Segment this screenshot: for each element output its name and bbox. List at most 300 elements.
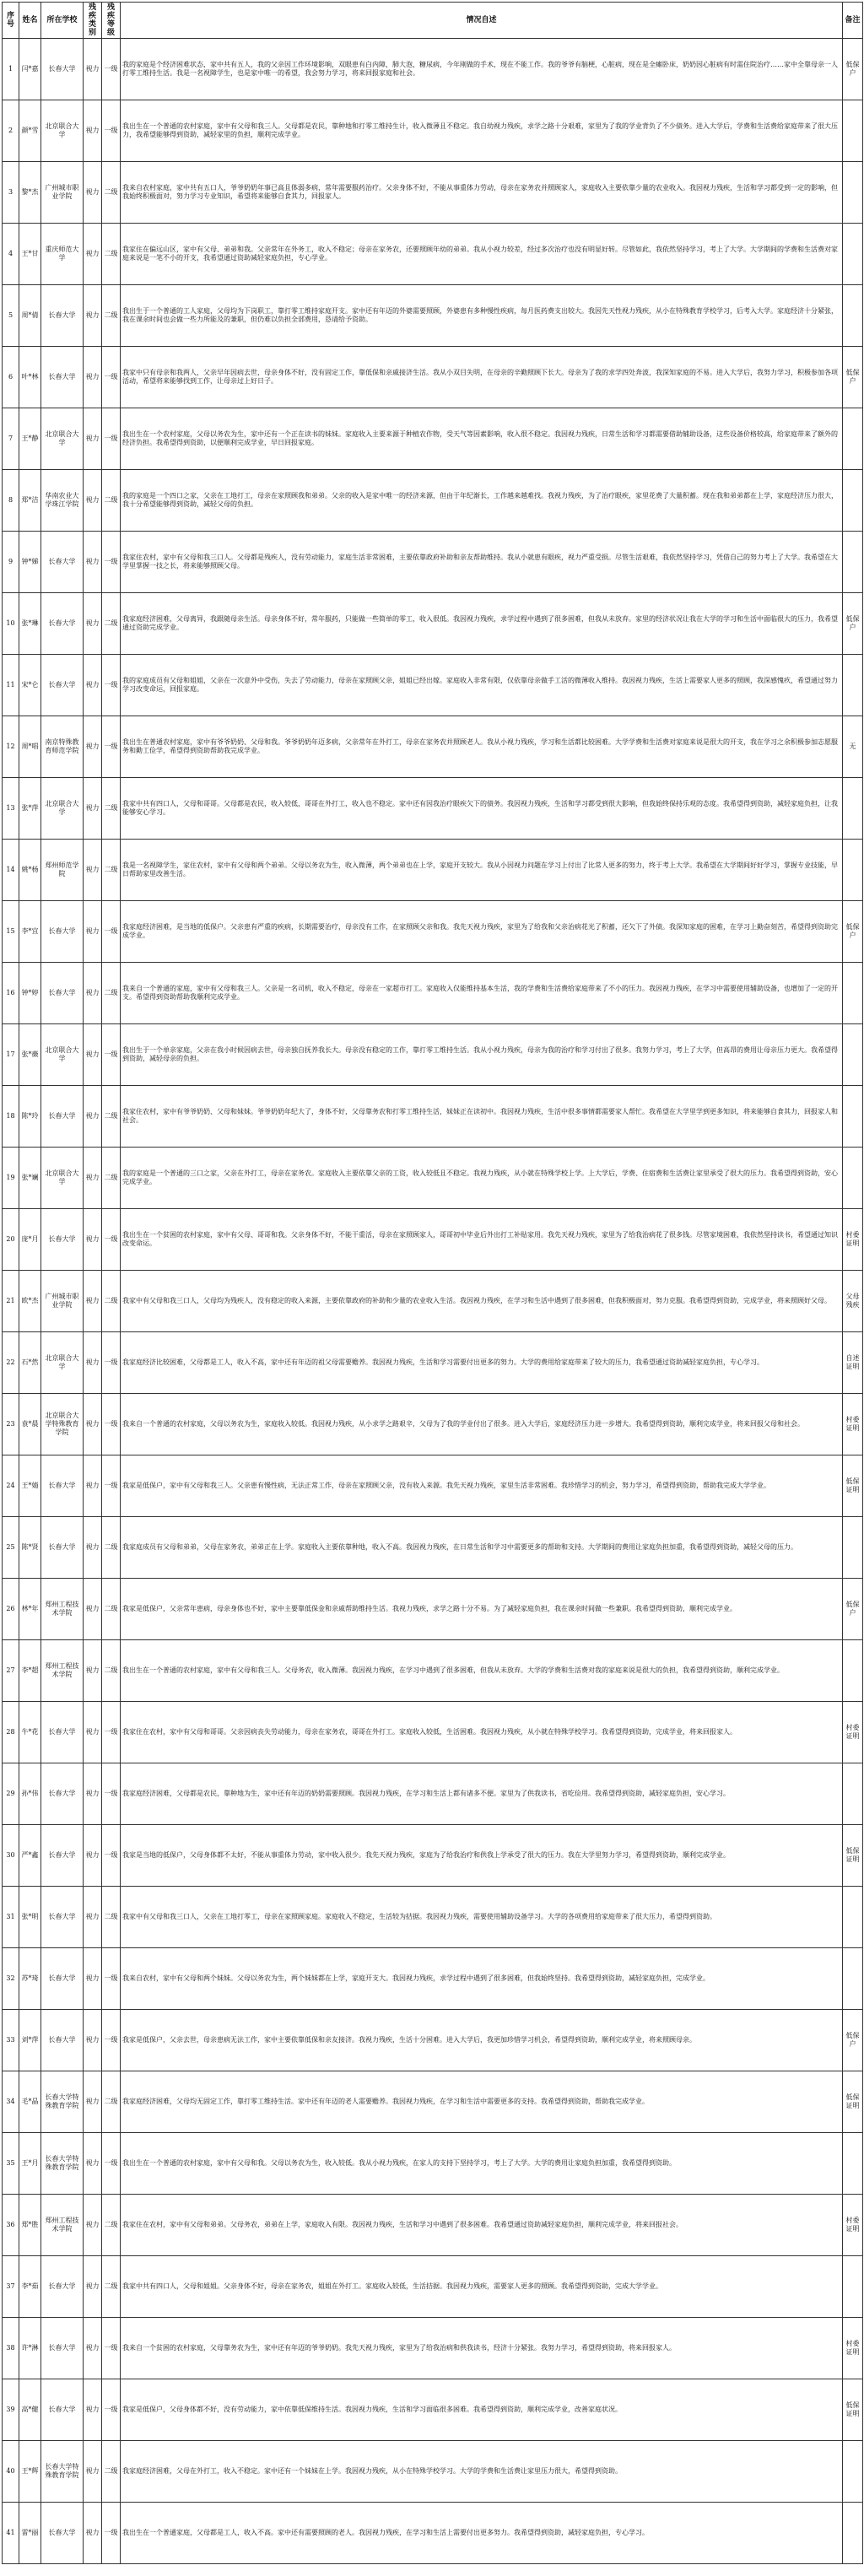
row-disability: 视力 — [84, 1517, 102, 1579]
row-school: 北京联合大学 — [41, 778, 84, 840]
row-no: 27 — [3, 1640, 19, 1702]
row-no: 40 — [3, 2441, 19, 2503]
row-school: 长春大学特殊教育学院 — [41, 2133, 84, 2195]
row-situation: 我家是低保户，父亲去世，母亲患病无法工作，家中主要依靠低保和亲友接济。我视力残疾，生活十分困难。进入大学后，我更加珍惜学习机会，希望得到资助，顺利完成学业，将来照顾母亲。 — [121, 2010, 843, 2071]
table-row — [3, 963, 863, 1024]
row-school: 北京联合大学 — [41, 1332, 84, 1394]
row-school: 北京联合大学 — [41, 100, 84, 162]
row-situation: 我来自农村，家中有父母和两个妹妹。父母以务农为生，两个妹妹都在上学，家庭开支大。我因视力残疾，求学过程中遇到了很多困难，但我始终坚持。我希望得到资助，减轻家庭负担，完成学业。 — [121, 1948, 843, 2010]
row-disability: 视力 — [84, 593, 102, 655]
row-situation: 我出生在一个普通的农村家庭，家中有父母和我三人。父母都是农民，靠种地和打零工维持生计，收入微薄且不稳定。我自幼视力残疾，求学之路十分艰难，家里为了我的学业背负了不少债务。进入大学后，学费和生活费给家庭带来了很大压力，我希望能够得到资助，减轻家里的负担，顺利完成学业。 — [121, 100, 843, 162]
row-grade: 一级 — [102, 1763, 121, 1825]
row-situation: 我家住在农村，家中有父母和弟弟。父母务农，弟弟在上学，家庭收入有限。我因视力残疾，生活和学习中遇到了很多困难。我希望通过资助减轻家庭负担，顺利完成学业，将来回报社会。 — [121, 2195, 843, 2256]
row-grade: 一级 — [102, 901, 121, 963]
row-note — [843, 1086, 863, 1148]
row-disability: 视力 — [84, 224, 102, 285]
row-disability: 视力 — [84, 2379, 102, 2441]
row-note: 低保户 — [843, 39, 863, 100]
row-school: 长春大学特殊教育学院 — [41, 2441, 84, 2503]
row-note — [843, 1763, 863, 1825]
row-situation: 我家庭经济困难，父母均无固定工作，靠打零工维持生活。家中还有年迈的老人需要赡养。我因视力残疾，在学习和生活中需要更多的支持。我希望得到资助，帮助我完成学业。 — [121, 2071, 843, 2133]
row-disability: 视力 — [84, 408, 102, 470]
row-no: 13 — [3, 778, 19, 840]
table-body — [3, 39, 863, 2564]
row-grade: 二级 — [102, 1148, 121, 1209]
table-row — [3, 285, 863, 347]
row-situation: 我出生于一个普通的工人家庭，父母均为下岗职工，靠打零工维持家庭开支。家中还有年迈的外婆需要照顾，外婆患有多种慢性疾病，每月医药费支出较大。我因先天性视力残疾，从小在特殊教育学校学习，后考入大学。家庭经济十分紧张，我在课余时间也会做一些力所能及的兼职，但仍难以负担全部费用，恳请给予资助。 — [121, 285, 843, 347]
row-disability: 视力 — [84, 100, 102, 162]
row-note — [843, 1948, 863, 2010]
row-situation: 我家庭成员有父母和弟弟，父母在家务农，弟弟正在上学。家庭收入主要依靠种地，收入不高。我因视力残疾，在日常生活和学习中需要更多的帮助和支持。大学期间的费用让家庭负担加重，我希望得到资助，减轻父母的压力。 — [121, 1517, 843, 1579]
row-disability: 视力 — [84, 532, 102, 593]
row-situation: 我出生于一个单亲家庭，父亲在我小时候因病去世，母亲独自抚养我长大。母亲没有稳定的工作，靠打零工维持生活。我从小视力残疾，母亲为我的治疗和学习付出了很多。我努力学习，考上了大学，但高昂的费用让母亲压力更大。我希望得到资助，减轻母亲的负担。 — [121, 1024, 843, 1086]
row-situation: 我是一名视障学生，家住农村，家中有父母和两个弟弟。父母以务农为生，收入微薄，两个弟弟也在上学，家庭开支较大。我从小因视力问题在学习上付出了比常人更多的努力，终于考上大学。我希望在大学期间好好学习，掌握专业技能，早日帮助家里改善生活。 — [121, 840, 843, 901]
row-situation: 我家中共有四口人，父母和哥哥。父母都是农民，收入较低，哥哥在外打工，收入也不稳定。家中还有因我治疗眼疾欠下的债务。我因视力残疾，生活和学习都受到很大影响，但我始终保持乐观的态度。我希望得到资助，减轻家庭负担，让我能够安心学习。 — [121, 778, 843, 840]
header-school: 所在学校 — [41, 3, 84, 39]
row-school: 重庆师范大学 — [41, 224, 84, 285]
row-grade: 二级 — [102, 1517, 121, 1579]
row-name: 许*淋 — [19, 2318, 41, 2379]
row-situation: 我家是低保户，家中有父母和我三人。父亲患有慢性病，无法正常工作，母亲在家照顾父亲，没有收入来源。我先天视力残疾，家里生活非常困难。我珍惜学习的机会，努力学习，希望得到资助，帮助我完成大学学业。 — [121, 1455, 843, 1517]
row-situation: 我家庭经济困难，父母都是农民，靠种地为生，家中还有年迈的奶奶需要照顾。我因视力残疾，在学习和生活上都有诸多不便。家里为了供我读书，省吃俭用。我希望得到资助，减轻家庭负担，安心学习。 — [121, 1763, 843, 1825]
row-grade: 二级 — [102, 2195, 121, 2256]
table-row — [3, 2318, 863, 2379]
row-school: 长春大学 — [41, 655, 84, 716]
row-no: 31 — [3, 1887, 19, 1948]
table-row — [3, 1455, 863, 1517]
row-school: 郑州工程技术学院 — [41, 1640, 84, 1702]
row-situation: 我家住农村，家中有父母和我三口人。父母都是残疾人，没有劳动能力，家庭生活非常困难，主要依靠政府补助和亲友帮助维持。我从小就患有眼疾，视力严重受损。尽管生活艰难，我依然坚持学习，凭借自己的努力考上了大学。我希望在大学里掌握一技之长，将来能够照顾父母。 — [121, 532, 843, 593]
row-school: 长春大学特殊教育学院 — [41, 2071, 84, 2133]
row-situation: 我的家庭是一个普通的三口之家，父亲在外打工，母亲在家务农。家庭收入主要依靠父亲的工资，收入较低且不稳定。我视力残疾，从小就在特殊学校上学。上大学后，学费、住宿费和生活费让家里承受了很大的压力。我希望得到资助，安心完成学业。 — [121, 1148, 843, 1209]
row-grade: 一级 — [102, 2133, 121, 2195]
table-row — [3, 778, 863, 840]
row-name: 苏*琦 — [19, 1948, 41, 2010]
row-disability: 视力 — [84, 1579, 102, 1640]
row-no: 39 — [3, 2379, 19, 2441]
row-disability: 视力 — [84, 655, 102, 716]
row-school: 北京联合大学 — [41, 1148, 84, 1209]
row-no: 9 — [3, 532, 19, 593]
row-name: 刘*萍 — [19, 2010, 41, 2071]
row-note: 低保户 — [843, 1579, 863, 1640]
row-name: 王*静 — [19, 408, 41, 470]
row-name: 李*超 — [19, 1640, 41, 1702]
student-table — [2, 2, 863, 2564]
row-situation: 我来自农村家庭，家中共有五口人，爷爷奶奶年事已高且体弱多病，常年需要服药治疗。父亲身体不好，不能从事重体力劳动，母亲在家务农并照顾家人，家庭收入主要依靠少量的农业收入。我因视力残疾，生活和学习都受到一定的影响，但我始终积极面对，努力学习专业知识，希望将来能够自食其力，回报家人。 — [121, 162, 843, 224]
row-no: 23 — [3, 1394, 19, 1455]
row-note: 低保证明 — [843, 1455, 863, 1517]
row-name: 张*明 — [19, 1887, 41, 1948]
row-note — [843, 2503, 863, 2564]
table-row — [3, 224, 863, 285]
table-row — [3, 1271, 863, 1332]
row-disability: 视力 — [84, 901, 102, 963]
header-no: 序号 — [3, 3, 19, 39]
row-no: 34 — [3, 2071, 19, 2133]
row-note: 无 — [843, 716, 863, 778]
table-row — [3, 2441, 863, 2503]
row-situation: 我家住农村，家中有爷爷奶奶、父母和妹妹。爷爷奶奶年纪大了，身体不好，父母靠务农和打零工维持生活，妹妹正在读初中。我因视力残疾，生活中很多事情都需要家人帮忙。我希望在大学里学到更多知识，将来能够自食其力，回报家人和社会。 — [121, 1086, 843, 1148]
row-note — [843, 470, 863, 532]
row-note — [843, 1640, 863, 1702]
row-no: 41 — [3, 2503, 19, 2564]
row-disability: 视力 — [84, 1394, 102, 1455]
row-grade: 二级 — [102, 224, 121, 285]
table-row — [3, 1887, 863, 1948]
row-disability: 视力 — [84, 1148, 102, 1209]
row-no: 6 — [3, 347, 19, 408]
row-note — [843, 1887, 863, 1948]
row-school: 长春大学 — [41, 532, 84, 593]
row-grade: 一级 — [102, 1209, 121, 1271]
row-note — [843, 2441, 863, 2503]
row-no: 35 — [3, 2133, 19, 2195]
row-disability: 视力 — [84, 1024, 102, 1086]
table-row — [3, 1702, 863, 1763]
row-grade: 一级 — [102, 1024, 121, 1086]
row-school: 长春大学 — [41, 1763, 84, 1825]
row-situation: 我出生在一个普通的农村家庭，家中有父母和我三人。父母务农，收入微薄。我因视力残疾，在学习中遇到了很多困难，但我从未放弃。大学的学费和生活费对我的家庭来说是很大的负担，我希望得到资助，顺利完成学业。 — [121, 1640, 843, 1702]
row-school: 华南农业大学珠江学院 — [41, 470, 84, 532]
table-row — [3, 2503, 863, 2564]
row-school: 长春大学 — [41, 963, 84, 1024]
row-situation: 我家中有父母和我三口人，父亲在工地打零工，母亲在家照顾家庭。家庭收入不稳定，生活较为拮据。我因视力残疾，需要使用辅助设备学习。大学的各项费用给家庭带来了很大压力，希望得到资助。 — [121, 1887, 843, 1948]
row-note — [843, 1148, 863, 1209]
row-note — [843, 408, 863, 470]
row-no: 20 — [3, 1209, 19, 1271]
row-no: 16 — [3, 963, 19, 1024]
row-no: 29 — [3, 1763, 19, 1825]
table-row — [3, 408, 863, 470]
row-grade: 二级 — [102, 593, 121, 655]
row-name: 严*鑫 — [19, 1825, 41, 1887]
row-name: 李*宜 — [19, 901, 41, 963]
row-name: 宋*仑 — [19, 655, 41, 716]
row-grade: 一级 — [102, 2318, 121, 2379]
row-school: 长春大学 — [41, 285, 84, 347]
row-school: 北京联合大学 — [41, 1024, 84, 1086]
row-note: 低保户 — [843, 901, 863, 963]
row-grade: 一级 — [102, 2503, 121, 2564]
row-note: 自述证明 — [843, 1332, 863, 1394]
row-note: 村委证明 — [843, 1394, 863, 1455]
row-name: 周*倩 — [19, 285, 41, 347]
row-note: 村委证明 — [843, 2195, 863, 2256]
row-school: 长春大学 — [41, 1825, 84, 1887]
row-disability: 视力 — [84, 1271, 102, 1332]
table-row — [3, 716, 863, 778]
row-name: 王*婧 — [19, 1455, 41, 1517]
row-name: 雷*丽 — [19, 2503, 41, 2564]
row-disability: 视力 — [84, 2256, 102, 2318]
row-note — [843, 532, 863, 593]
row-situation: 我出生在普通农村家庭，家中有爷爷奶奶、父母和我。爷爷奶奶年迈多病，父亲常年在外打工，母亲在家务农并照顾老人。我从小视力残疾，学习和生活都比较困难。大学学费和生活费对家庭来说是很大的开支，我在学习之余积极参加志愿服务和勤工俭学，希望得到资助帮助我完成学业。 — [121, 716, 843, 778]
row-school: 长春大学 — [41, 1517, 84, 1579]
table-row — [3, 162, 863, 224]
row-situation: 我来自一个贫困的农村家庭，父母靠务农为生，家中还有年迈的爷爷奶奶。我先天视力残疾，家里为了给我治病和供我读书，经济十分紧张。我努力学习，希望得到资助，将来回报家人。 — [121, 2318, 843, 2379]
row-grade: 一级 — [102, 1948, 121, 2010]
row-name: 林*年 — [19, 1579, 41, 1640]
table-row — [3, 1086, 863, 1148]
table-row — [3, 470, 863, 532]
row-note: 低保证明 — [843, 2379, 863, 2441]
row-no: 25 — [3, 1517, 19, 1579]
table-row — [3, 2010, 863, 2071]
row-grade: 二级 — [102, 2256, 121, 2318]
row-no: 11 — [3, 655, 19, 716]
row-name: 黎*杰 — [19, 162, 41, 224]
row-note: 低保证明 — [843, 2071, 863, 2133]
row-disability: 视力 — [84, 840, 102, 901]
row-situation: 我出生在一个贫困的农村家庭，家中有父母、哥哥和我。父亲身体不好，不能干重活，母亲在家照顾家人，哥哥初中毕业后外出打工补贴家用。我先天视力残疾，家里为了给我治病花了很多钱。尽管家境困难，我依然坚持读书，希望通过知识改变命运。 — [121, 1209, 843, 1271]
row-disability: 视力 — [84, 2133, 102, 2195]
header-grade: 残疾等级 — [102, 3, 121, 39]
row-situation: 我家住在农村，家中有父母和哥哥。父亲因病丧失劳动能力，母亲在家务农，哥哥在外打工。家庭收入较低，生活困难。我因视力残疾，从小就在特殊学校学习。我希望得到资助，完成学业，将来回报家人。 — [121, 1702, 843, 1763]
row-no: 1 — [3, 39, 19, 100]
table-row — [3, 840, 863, 901]
row-no: 33 — [3, 2010, 19, 2071]
row-name: 陈*贤 — [19, 1517, 41, 1579]
row-school: 南京特殊教育师范学院 — [41, 716, 84, 778]
row-disability: 视力 — [84, 470, 102, 532]
table-row — [3, 1640, 863, 1702]
row-no: 38 — [3, 2318, 19, 2379]
row-grade: 二级 — [102, 1640, 121, 1702]
row-disability: 视力 — [84, 1332, 102, 1394]
row-disability: 视力 — [84, 2318, 102, 2379]
row-disability: 视力 — [84, 1455, 102, 1517]
row-situation: 我家中有父母和我三口人，父母均为残疾人，没有稳定的收入来源，主要依靠政府的补助和少量的农业收入生活。我因视力残疾，在学习和生活中遇到了很多困难，但我积极面对，努力克服。我希望得到资助，完成学业，将来照顾好父母。 — [121, 1271, 843, 1332]
row-grade: 二级 — [102, 963, 121, 1024]
row-school: 长春大学 — [41, 1948, 84, 2010]
row-note: 父母残疾 — [843, 1271, 863, 1332]
row-situation: 我来自一个普通的农村家庭，父母以务农为生，家庭收入较低。我因视力残疾，从小求学之路艰辛，父母为了我的学业付出了很多。进入大学后，家庭经济压力进一步增大。我希望得到资助，顺利完成学业，将来回报父母和社会。 — [121, 1394, 843, 1455]
row-situation: 我家庭经济比较困难，父母都是工人，收入不高，家中还有年迈的祖父母需要赡养。我因视力残疾，生活和学习需要付出更多的努力。大学的费用给家庭带来了较大的压力，我希望通过资助减轻家庭负担，专心学习。 — [121, 1332, 843, 1394]
row-note — [843, 100, 863, 162]
row-name: 闫*嘉 — [19, 39, 41, 100]
row-disability: 视力 — [84, 778, 102, 840]
row-note — [843, 162, 863, 224]
table-row — [3, 1332, 863, 1394]
table-row — [3, 1517, 863, 1579]
row-note — [843, 285, 863, 347]
row-grade: 二级 — [102, 162, 121, 224]
row-situation: 我家中只有母亲和我两人，父亲早年因病去世，母亲身体不好，没有固定工作，靠低保和亲戚接济生活。我从小双目失明，在母亲的辛勤照顾下长大。母亲为了我的求学四处奔波，我深知家庭的不易。进入大学后，我努力学习，积极参加各项活动，希望将来能够找到工作，让母亲过上好日子。 — [121, 347, 843, 408]
row-note — [843, 655, 863, 716]
row-situation: 我来自一个普通的家庭，家中有父母和我三人。父亲是一名司机，收入不稳定，母亲在一家超市打工。家庭收入仅能维持基本生活，我的学费和生活费给家庭带来了不小的压力。我因视力残疾，在学习中需要使用辅助设备，也增加了一定的开支。希望得到资助帮助我顺利完成学业。 — [121, 963, 843, 1024]
row-name: 袁*晨 — [19, 1394, 41, 1455]
row-grade: 二级 — [102, 778, 121, 840]
row-no: 18 — [3, 1086, 19, 1148]
row-situation: 我出生在一个普通家庭，父母都是工人，收入不高。家中还有需要照顾的老人。我因视力残疾，在学习和生活上需要付出更多努力。我希望得到资助，减轻家庭负担，专心学习。 — [121, 2503, 843, 2564]
row-no: 37 — [3, 2256, 19, 2318]
row-name: 毛*晶 — [19, 2071, 41, 2133]
row-school: 郑州工程技术学院 — [41, 1579, 84, 1640]
row-disability: 视力 — [84, 162, 102, 224]
row-note — [843, 963, 863, 1024]
row-name: 张*萍 — [19, 778, 41, 840]
row-grade: 二级 — [102, 1086, 121, 1148]
table-row — [3, 1579, 863, 1640]
table-row — [3, 1825, 863, 1887]
row-grade: 一级 — [102, 655, 121, 716]
row-no: 19 — [3, 1148, 19, 1209]
row-school: 北京联合大学 — [41, 408, 84, 470]
row-grade: 二级 — [102, 1887, 121, 1948]
table-row — [3, 593, 863, 655]
row-note: 低保户 — [843, 2010, 863, 2071]
row-disability: 视力 — [84, 963, 102, 1024]
row-school: 长春大学 — [41, 2010, 84, 2071]
row-school: 长春大学 — [41, 1455, 84, 1517]
row-note: 低保证明 — [843, 1825, 863, 1887]
row-name: 欧*杰 — [19, 1271, 41, 1332]
table-header-row — [3, 3, 863, 39]
row-name: 郑*洁 — [19, 470, 41, 532]
table-row — [3, 1763, 863, 1825]
row-situation: 我家庭经济困难，父母离异，我跟随母亲生活。母亲身体不好，常年服药，只能做一些简单的零工，收入很低。我因视力残疾，求学过程中遇到了很多困难，但我从未放弃。家里的经济状况让我在大学的学习和生活中面临很大的压力，我希望通过资助完成学业。 — [121, 593, 843, 655]
row-grade: 一级 — [102, 2379, 121, 2441]
row-school: 长春大学 — [41, 347, 84, 408]
row-situation: 我家是低保户，父亲常年患病，母亲身体也不好，家中主要靠低保金和亲戚帮助维持生活。我视力残疾，求学之路十分不易。为了减轻家庭负担，我在课余时间做一些兼职。我希望得到资助，顺利完成学业。 — [121, 1579, 843, 1640]
row-no: 10 — [3, 593, 19, 655]
row-name: 张*薇 — [19, 1024, 41, 1086]
row-disability: 视力 — [84, 2010, 102, 2071]
row-no: 26 — [3, 1579, 19, 1640]
row-grade: 一级 — [102, 1455, 121, 1517]
table-row — [3, 100, 863, 162]
table-row — [3, 901, 863, 963]
row-grade: 二级 — [102, 470, 121, 532]
row-school: 长春大学 — [41, 39, 84, 100]
row-situation: 我出生在一个普通的农村家庭，家中有父母和我。父母以务农为生，收入较低。我从小视力残疾，在家人的支持下坚持学习，考上了大学。大学的费用让家庭负担加重，我希望得到资助。 — [121, 2133, 843, 2195]
row-name: 周*唱 — [19, 716, 41, 778]
row-name: 李*茹 — [19, 2256, 41, 2318]
row-no: 8 — [3, 470, 19, 532]
row-situation: 我家庭经济困难，父母在外打工，收入不稳定。家中还有一个妹妹在上学。我因视力残疾，从小在特殊学校学习。大学的学费和生活费让家里压力很大，希望得到资助。 — [121, 2441, 843, 2503]
table-row — [3, 2133, 863, 2195]
row-note: 村委证明 — [843, 2318, 863, 2379]
row-school: 长春大学 — [41, 2379, 84, 2441]
row-school: 长春大学 — [41, 1887, 84, 1948]
row-name: 张*琳 — [19, 593, 41, 655]
row-disability: 视力 — [84, 39, 102, 100]
row-no: 17 — [3, 1024, 19, 1086]
table-row — [3, 2256, 863, 2318]
row-grade: 一级 — [102, 2010, 121, 2071]
row-no: 15 — [3, 901, 19, 963]
row-name: 钟*婷 — [19, 963, 41, 1024]
row-no: 28 — [3, 1702, 19, 1763]
row-name: 颜*雪 — [19, 100, 41, 162]
row-disability: 视力 — [84, 1086, 102, 1148]
row-note: 低保户 — [843, 347, 863, 408]
row-note — [843, 2256, 863, 2318]
row-no: 2 — [3, 100, 19, 162]
table-row — [3, 1148, 863, 1209]
row-no: 21 — [3, 1271, 19, 1332]
table-row — [3, 532, 863, 593]
row-note — [843, 2133, 863, 2195]
row-school: 长春大学 — [41, 2503, 84, 2564]
table-row — [3, 1948, 863, 2010]
row-school: 广州城市职业学院 — [41, 1271, 84, 1332]
row-grade: 二级 — [102, 2071, 121, 2133]
row-note: 低保户 — [843, 593, 863, 655]
row-situation: 我的家庭是个经济困难状态，家中共有五人，我的父亲因工作环境影响，双眼患有白内障，肺大泡，糖尿病，今年刚做的手术，现在不能工作。我的爷爷有脑梗，心脏病，现在是全瘫卧床，奶奶因心脏病有时需住院治疗……家中全靠母亲一人打零工维持生活。我是一名视障学生，也是家中唯一的希望，我会努力学习，将来回报家庭和社会。 — [121, 39, 843, 100]
row-disability: 视力 — [84, 2441, 102, 2503]
row-note: 村委证明 — [843, 1702, 863, 1763]
row-note: 村委证明 — [843, 1209, 863, 1271]
row-grade: 一级 — [102, 1702, 121, 1763]
row-no: 3 — [3, 162, 19, 224]
row-disability: 视力 — [84, 1640, 102, 1702]
row-school: 郑州工程技术学院 — [41, 2195, 84, 2256]
table-row — [3, 2195, 863, 2256]
row-disability: 视力 — [84, 1702, 102, 1763]
header-disability: 残疾类别 — [84, 3, 102, 39]
row-disability: 视力 — [84, 1209, 102, 1271]
row-grade: 二级 — [102, 1579, 121, 1640]
table-row — [3, 1024, 863, 1086]
row-situation: 我家住在偏远山区，家中有父母、弟弟和我。父亲常年在外务工，收入不稳定；母亲在家务农，还要照顾年幼的弟弟。我从小视力较差，经过多次治疗也没有明显好转。尽管如此，我依然坚持学习，考上了大学。大学期间的学费和生活费对家庭来说是一笔不小的开支，我希望通过资助减轻家庭负担，专心学业。 — [121, 224, 843, 285]
table-row — [3, 1209, 863, 1271]
row-name: 王*月 — [19, 2133, 41, 2195]
header-note: 备注 — [843, 3, 863, 39]
row-note — [843, 1024, 863, 1086]
row-note — [843, 840, 863, 901]
row-grade: 二级 — [102, 840, 121, 901]
table-row — [3, 655, 863, 716]
row-situation: 我的家庭成员有父母和姐姐，父亲在一次意外中受伤，失去了劳动能力，母亲在家照顾父亲，姐姐已经出嫁。家庭收入非常有限，仅依靠母亲做手工活的微薄收入维持。我因视力残疾，生活上需要家人更多的照顾，我深感愧疚，希望通过努力学习改变命运，回报家庭。 — [121, 655, 843, 716]
header-situation: 情况自述 — [121, 3, 843, 39]
row-grade: 一级 — [102, 39, 121, 100]
row-grade: 一级 — [102, 347, 121, 408]
row-note — [843, 1517, 863, 1579]
row-grade: 一级 — [102, 716, 121, 778]
row-grade: 一级 — [102, 100, 121, 162]
row-name: 陈*玲 — [19, 1086, 41, 1148]
row-no: 36 — [3, 2195, 19, 2256]
row-no: 30 — [3, 1825, 19, 1887]
row-situation: 我家中共有四口人，父母和姐姐。父亲身体不好，母亲在家务农，姐姐在外打工。家庭收入较低，生活拮据。我因视力残疾，需要家人更多的照顾。我希望得到资助，完成大学学业。 — [121, 2256, 843, 2318]
row-no: 7 — [3, 408, 19, 470]
row-grade: 一级 — [102, 1332, 121, 1394]
row-name: 姚*杨 — [19, 840, 41, 901]
row-grade: 一级 — [102, 1394, 121, 1455]
row-name: 叶*林 — [19, 347, 41, 408]
row-no: 5 — [3, 285, 19, 347]
row-note — [843, 778, 863, 840]
row-no: 22 — [3, 1332, 19, 1394]
row-school: 长春大学 — [41, 2318, 84, 2379]
row-name: 高*健 — [19, 2379, 41, 2441]
row-no: 32 — [3, 1948, 19, 2010]
row-name: 张*斓 — [19, 1148, 41, 1209]
row-disability: 视力 — [84, 1948, 102, 2010]
table-row — [3, 347, 863, 408]
row-disability: 视力 — [84, 2071, 102, 2133]
row-name: 牛*花 — [19, 1702, 41, 1763]
row-school: 长春大学 — [41, 1209, 84, 1271]
row-disability: 视力 — [84, 1887, 102, 1948]
row-no: 14 — [3, 840, 19, 901]
row-school: 长春大学 — [41, 593, 84, 655]
table-row — [3, 2379, 863, 2441]
row-grade: 一级 — [102, 408, 121, 470]
row-grade: 二级 — [102, 285, 121, 347]
